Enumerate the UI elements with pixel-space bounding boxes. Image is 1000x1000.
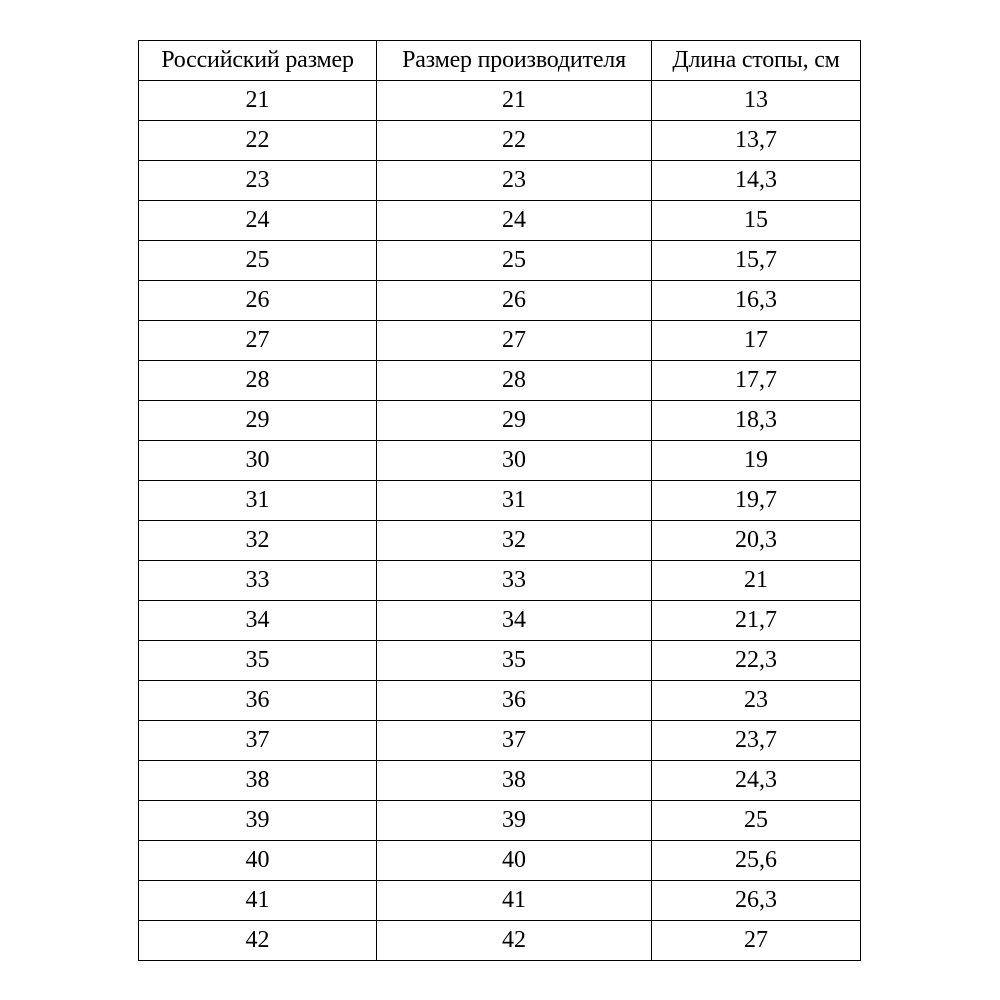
cell-russian-size: 24 bbox=[139, 201, 377, 241]
cell-manufacturer-size: 29 bbox=[377, 401, 652, 441]
table-row bbox=[139, 481, 861, 521]
cell-foot-length: 23 bbox=[652, 681, 861, 721]
cell-manufacturer-size: 31 bbox=[377, 481, 652, 521]
cell-foot-length: 24,3 bbox=[652, 761, 861, 801]
cell-manufacturer-size: 23 bbox=[377, 161, 652, 201]
cell-manufacturer-size: 24 bbox=[377, 201, 652, 241]
cell-foot-length: 17,7 bbox=[652, 361, 861, 401]
table-row bbox=[139, 441, 861, 481]
cell-russian-size: 25 bbox=[139, 241, 377, 281]
cell-foot-length: 21,7 bbox=[652, 601, 861, 641]
cell-manufacturer-size: 35 bbox=[377, 641, 652, 681]
cell-russian-size: 36 bbox=[139, 681, 377, 721]
table-row bbox=[139, 201, 861, 241]
cell-foot-length: 20,3 bbox=[652, 521, 861, 561]
cell-foot-length: 22,3 bbox=[652, 641, 861, 681]
cell-russian-size: 23 bbox=[139, 161, 377, 201]
table-row bbox=[139, 721, 861, 761]
table-row bbox=[139, 641, 861, 681]
cell-russian-size: 35 bbox=[139, 641, 377, 681]
table-row bbox=[139, 681, 861, 721]
header-russian-size: Российский размер bbox=[139, 41, 377, 81]
cell-foot-length: 27 bbox=[652, 921, 861, 961]
cell-foot-length: 25 bbox=[652, 801, 861, 841]
cell-russian-size: 28 bbox=[139, 361, 377, 401]
table-row bbox=[139, 241, 861, 281]
cell-manufacturer-size: 25 bbox=[377, 241, 652, 281]
cell-russian-size: 34 bbox=[139, 601, 377, 641]
table-row bbox=[139, 161, 861, 201]
cell-manufacturer-size: 39 bbox=[377, 801, 652, 841]
table-row bbox=[139, 81, 861, 121]
cell-russian-size: 39 bbox=[139, 801, 377, 841]
cell-manufacturer-size: 34 bbox=[377, 601, 652, 641]
cell-foot-length: 19 bbox=[652, 441, 861, 481]
cell-foot-length: 13 bbox=[652, 81, 861, 121]
cell-foot-length: 26,3 bbox=[652, 881, 861, 921]
table-row bbox=[139, 521, 861, 561]
header-foot-length: Длина стопы, см bbox=[652, 41, 861, 81]
cell-foot-length: 15 bbox=[652, 201, 861, 241]
table-row bbox=[139, 281, 861, 321]
cell-foot-length: 23,7 bbox=[652, 721, 861, 761]
cell-russian-size: 41 bbox=[139, 881, 377, 921]
cell-russian-size: 32 bbox=[139, 521, 377, 561]
cell-russian-size: 42 bbox=[139, 921, 377, 961]
cell-manufacturer-size: 33 bbox=[377, 561, 652, 601]
cell-manufacturer-size: 41 bbox=[377, 881, 652, 921]
cell-foot-length: 13,7 bbox=[652, 121, 861, 161]
cell-russian-size: 26 bbox=[139, 281, 377, 321]
cell-russian-size: 29 bbox=[139, 401, 377, 441]
table-row bbox=[139, 881, 861, 921]
table-row bbox=[139, 841, 861, 881]
cell-russian-size: 31 bbox=[139, 481, 377, 521]
cell-foot-length: 15,7 bbox=[652, 241, 861, 281]
cell-manufacturer-size: 30 bbox=[377, 441, 652, 481]
cell-foot-length: 25,6 bbox=[652, 841, 861, 881]
cell-russian-size: 40 bbox=[139, 841, 377, 881]
size-chart-table bbox=[138, 40, 861, 961]
cell-foot-length: 21 bbox=[652, 561, 861, 601]
cell-russian-size: 27 bbox=[139, 321, 377, 361]
cell-russian-size: 37 bbox=[139, 721, 377, 761]
table-row bbox=[139, 361, 861, 401]
cell-manufacturer-size: 32 bbox=[377, 521, 652, 561]
cell-manufacturer-size: 28 bbox=[377, 361, 652, 401]
cell-foot-length: 19,7 bbox=[652, 481, 861, 521]
table-row bbox=[139, 321, 861, 361]
table-row bbox=[139, 121, 861, 161]
cell-manufacturer-size: 37 bbox=[377, 721, 652, 761]
table-row bbox=[139, 801, 861, 841]
cell-russian-size: 30 bbox=[139, 441, 377, 481]
header-manufacturer-size: Размер производителя bbox=[377, 41, 652, 81]
cell-manufacturer-size: 38 bbox=[377, 761, 652, 801]
cell-foot-length: 18,3 bbox=[652, 401, 861, 441]
cell-manufacturer-size: 21 bbox=[377, 81, 652, 121]
table-row bbox=[139, 401, 861, 441]
table-body bbox=[139, 81, 861, 961]
cell-russian-size: 33 bbox=[139, 561, 377, 601]
cell-foot-length: 16,3 bbox=[652, 281, 861, 321]
cell-foot-length: 17 bbox=[652, 321, 861, 361]
cell-manufacturer-size: 40 bbox=[377, 841, 652, 881]
header-row bbox=[139, 41, 861, 81]
table-row bbox=[139, 561, 861, 601]
cell-russian-size: 21 bbox=[139, 81, 377, 121]
cell-manufacturer-size: 22 bbox=[377, 121, 652, 161]
table-row bbox=[139, 761, 861, 801]
cell-russian-size: 38 bbox=[139, 761, 377, 801]
table-header bbox=[139, 41, 861, 81]
cell-manufacturer-size: 36 bbox=[377, 681, 652, 721]
cell-manufacturer-size: 27 bbox=[377, 321, 652, 361]
cell-manufacturer-size: 26 bbox=[377, 281, 652, 321]
cell-russian-size: 22 bbox=[139, 121, 377, 161]
cell-foot-length: 14,3 bbox=[652, 161, 861, 201]
cell-manufacturer-size: 42 bbox=[377, 921, 652, 961]
table-row bbox=[139, 921, 861, 961]
table-row bbox=[139, 601, 861, 641]
